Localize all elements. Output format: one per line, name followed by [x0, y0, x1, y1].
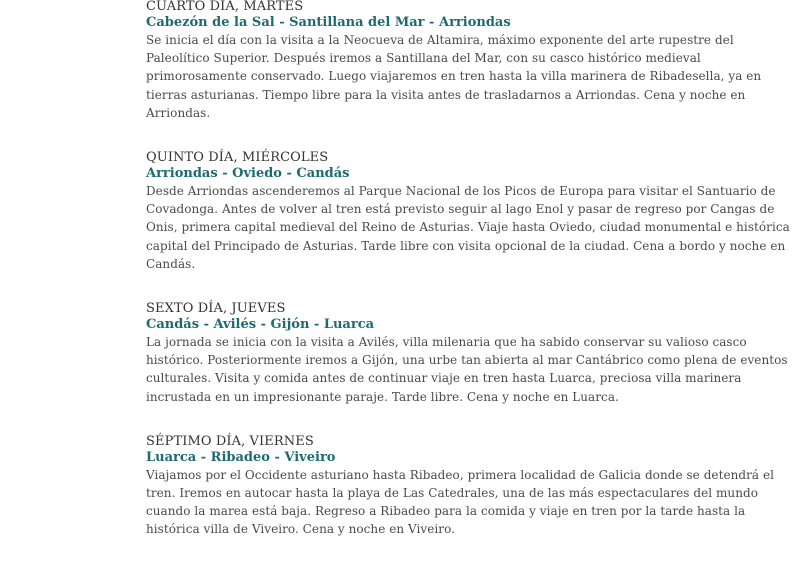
- day-section-4: [146, 0, 794, 122]
- day-description: Desde Arriondas ascenderemos al Parque Nacional de los Picos de Europa para visitar el Santuario de Covadonga. Antes de volver al tren está previsto seguir al lago Enol y pasar de regreso por Cangas de Onis, primera capital medieval del Reino de Asturias. Viaje hasta Oviedo, ciudad monumental e histórica capital del Principado de Asturias. Tarde libre con visita opcional de la ciudad. Cena a bordo y noche en Candás.: [146, 184, 790, 271]
- day-route: Luarca - Ribadeo - Viveiro: [146, 449, 336, 465]
- day-description: Viajamos por el Occidente asturiano hasta Ribadeo, primera localidad de Galicia donde se detendrá el tren. Iremos en autocar hasta la playa de Las Catedrales, una de las más espectaculares del mundo cuando la marea está baja. Regreso a Ribadeo para la comida y viaje en tren por la tarde hasta la histórica villa de Viveiro. Cena y noche en Viveiro.: [146, 467, 775, 537]
- day-description: Se inicia el día con la visita a la Neocueva de Altamira, máximo exponente del arte rupestre del Paleolítico Superior. Después iremos a Santillana del Mar, con su casco histórico medieval primorosamente conservado. Luego viajaremos en tren hasta la villa marinera de Ribadesella, ya en tierras asturianas. Tiempo libre para la visita antes de trasladarnos a Arriondas. Cena y noche en Arriondas.: [146, 33, 762, 120]
- itinerary: [146, 0, 794, 567]
- day-title: SÉPTIMO DÍA, VIERNES: [146, 433, 314, 449]
- day-section-5: [146, 150, 794, 273]
- day-route: Candás - Avilés - Gijón - Luarca: [146, 317, 375, 333]
- day-route: Cabezón de la Sal - Santillana del Mar - Arriondas: [146, 15, 511, 30]
- day-route: Arriondas - Oviedo - Candás: [146, 166, 350, 182]
- day-title: QUINTO DÍA, MIÉRCOLES: [146, 150, 329, 166]
- day-section-6: [146, 301, 794, 406]
- day-section-7: [146, 434, 794, 539]
- day-description: La jornada se inicia con la visita a Avilés, villa milenaria que ha sabido conservar su valioso casco histórico. Posteriormente iremos a Gijón, una urbe tan abierta al mar Cantábrico como plena de eventos culturales. Visita y comida antes de continuar viaje en tren hasta Luarca, preciosa villa marinera incrustada en un impresionante paraje. Tarde libre. Cena y noche en Luarca.: [146, 335, 788, 404]
- day-title: SEXTO DÍA, JUEVES: [146, 301, 286, 317]
- day-title: CUARTO DÍA, MARTES: [146, 0, 304, 14]
